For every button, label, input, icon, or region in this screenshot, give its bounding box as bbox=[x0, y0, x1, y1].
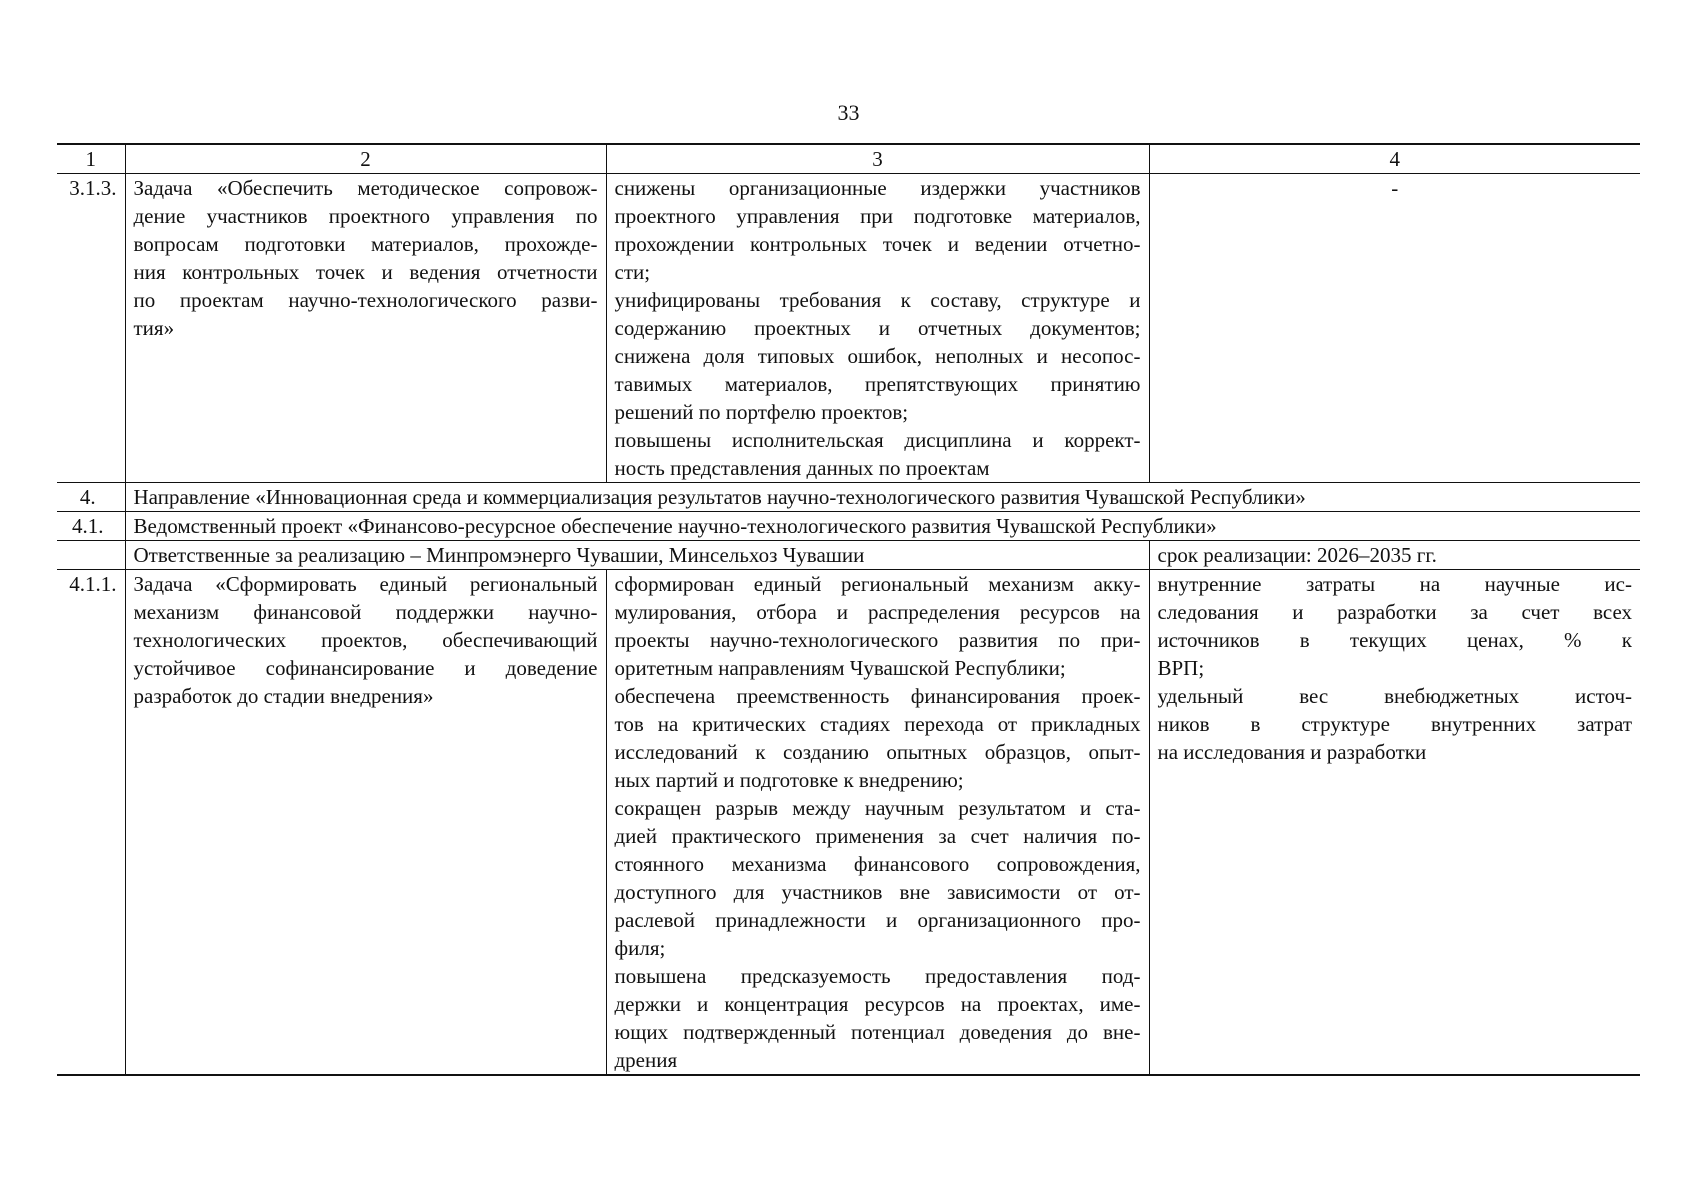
row-number: 4.1.1. bbox=[57, 570, 125, 1076]
term-text: срок реализации: 2026–2035 гг. bbox=[1149, 541, 1640, 570]
text-line: проекты научно-технологического развития по при- bbox=[614, 628, 1141, 652]
task-cell bbox=[125, 570, 606, 1076]
text-line: дрения bbox=[614, 1048, 678, 1072]
task-cell bbox=[125, 174, 606, 483]
text-line: раслевой принадлежности и организационного про- bbox=[614, 908, 1141, 932]
text-line: вопросам подготовки материалов, прохожде- bbox=[133, 232, 598, 256]
text-line: мулирования, отбора и распределения ресурсов на bbox=[614, 600, 1141, 624]
indicator-cell bbox=[1149, 570, 1640, 1076]
header-cell-4: 4 bbox=[1149, 144, 1640, 174]
header-cell-3: 3 bbox=[606, 144, 1149, 174]
text-line: стоянного механизма финансового сопровождения, bbox=[614, 852, 1141, 876]
table-header-row bbox=[57, 144, 1640, 174]
text-line: дение участников проектного управления по bbox=[133, 204, 598, 228]
empty-cell bbox=[57, 541, 125, 570]
result-cell bbox=[606, 174, 1149, 483]
row-number: 3.1.3. bbox=[57, 174, 125, 483]
header-cell-2: 2 bbox=[125, 144, 606, 174]
page-number: 33 bbox=[837, 100, 860, 125]
text-line: оритетным направлениям Чувашской Республики; bbox=[614, 656, 1066, 680]
text-line: тавимых материалов, препятствующих принятию bbox=[614, 372, 1141, 396]
text-line: Задача «Сформировать единый региональный bbox=[133, 572, 598, 596]
text-line: устойчивое софинансирование и доведение bbox=[133, 656, 598, 680]
text-line: Задача «Обеспечить методическое сопровож- bbox=[133, 176, 598, 200]
text-line: ния контрольных точек и ведения отчетности bbox=[133, 260, 598, 284]
text-line: прохождении контрольных точек и ведении отчетно- bbox=[614, 232, 1141, 256]
text-line: ющих подтвержденный потенциал доведения до вне- bbox=[614, 1020, 1141, 1044]
text-line: снижена доля типовых ошибок, неполных и несопос- bbox=[614, 344, 1141, 368]
table-row-4 bbox=[57, 483, 1640, 512]
text-line: механизм финансовой поддержки научно- bbox=[133, 600, 598, 624]
text-line: разработок до стадии внедрения» bbox=[133, 684, 434, 708]
project-title: Ведомственный проект «Финансово-ресурсное обеспечение научно-технологического развития Чувашской Республики» bbox=[125, 512, 1640, 541]
document-table bbox=[57, 143, 1640, 1076]
text-line: удельный вес внебюджетных источ- bbox=[1157, 684, 1632, 708]
row-number: 4. bbox=[57, 483, 125, 512]
result-cell bbox=[606, 570, 1149, 1076]
text-line: ников в структуре внутренних затрат bbox=[1157, 712, 1632, 736]
text-line: снижены организационные издержки участников bbox=[614, 176, 1141, 200]
text-line: проектного управления при подготовке материалов, bbox=[614, 204, 1141, 228]
text-line: источников в текущих ценах, % к bbox=[1157, 628, 1632, 652]
indicator-cell: - bbox=[1149, 174, 1640, 483]
table-row-3-1-3 bbox=[57, 174, 1640, 483]
text-line: сформирован единый региональный механизм акку- bbox=[614, 572, 1141, 596]
table-row-responsible bbox=[57, 541, 1640, 570]
responsible-text: Ответственные за реализацию – Минпромэнерго Чувашии, Минсельхоз Чувашии bbox=[125, 541, 1149, 570]
table-row-4-1-1 bbox=[57, 570, 1640, 1076]
text-line: ВРП; bbox=[1157, 656, 1205, 680]
table-row-4-1 bbox=[57, 512, 1640, 541]
text-line: дией практического применения за счет наличия по- bbox=[614, 824, 1141, 848]
text-line: содержанию проектных и отчетных документов; bbox=[614, 316, 1141, 340]
text-line: сти; bbox=[614, 260, 651, 284]
text-line: повышена предсказуемость предоставления под- bbox=[614, 964, 1141, 988]
header-cell-1: 1 bbox=[57, 144, 125, 174]
text-line: следования и разработки за счет всех bbox=[1157, 600, 1632, 624]
text-line: держки и концентрация ресурсов на проектах, име- bbox=[614, 992, 1141, 1016]
text-line: повышены исполнительская дисциплина и коррект- bbox=[614, 428, 1141, 452]
text-line: ность представления данных по проектам bbox=[614, 456, 990, 480]
text-line: на исследования и разработки bbox=[1157, 740, 1427, 764]
text-line: исследований к созданию опытных образцов, опыт- bbox=[614, 740, 1141, 764]
text-line: обеспечена преемственность финансирования проек- bbox=[614, 684, 1141, 708]
text-line: тия» bbox=[133, 316, 175, 340]
row-number: 4.1. bbox=[57, 512, 125, 541]
text-line: доступного для участников вне зависимости от от- bbox=[614, 880, 1141, 904]
direction-title: Направление «Инновационная среда и коммерциализация результатов научно-технологического развития Чувашской Республики» bbox=[125, 483, 1640, 512]
text-line: по проектам научно-технологического разви- bbox=[133, 288, 598, 312]
text-line: тов на критических стадиях перехода от прикладных bbox=[614, 712, 1141, 736]
text-line: сокращен разрыв между научным результатом и ста- bbox=[614, 796, 1141, 820]
text-line: филя; bbox=[614, 936, 666, 960]
text-line: унифицированы требования к составу, структуре и bbox=[614, 288, 1141, 312]
text-line: решений по портфелю проектов; bbox=[614, 400, 909, 424]
text-line: ных партий и подготовке к внедрению; bbox=[614, 768, 964, 792]
text-line: технологических проектов, обеспечивающий bbox=[133, 628, 598, 652]
text-line: внутренние затраты на научные ис- bbox=[1157, 572, 1632, 596]
